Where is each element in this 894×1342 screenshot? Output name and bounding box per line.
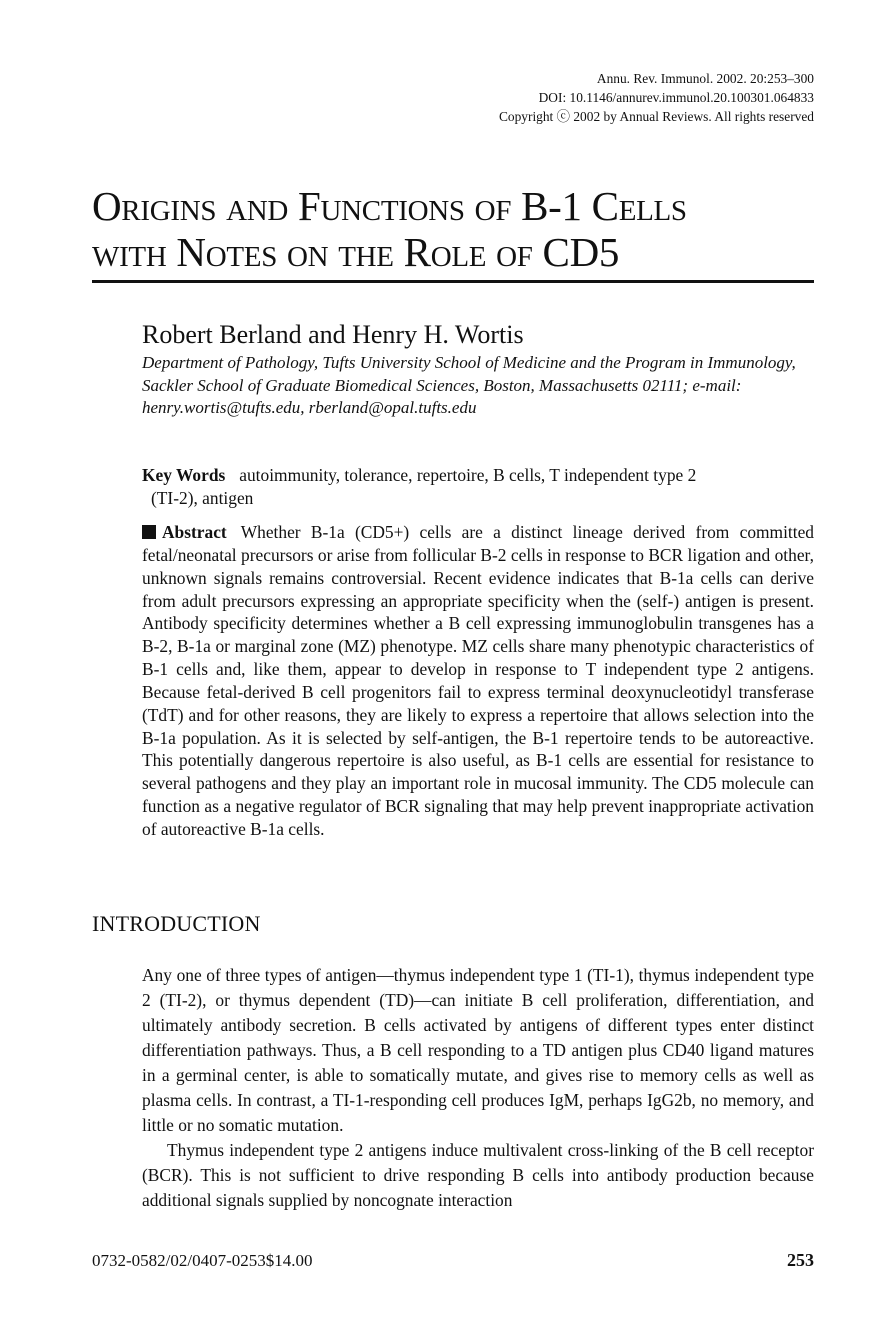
- abstract: [142, 521, 814, 841]
- title-line-2: with Notes on the Role of CD5: [92, 229, 620, 275]
- title-line-1: Origins and Functions of B-1 Cells: [92, 183, 687, 229]
- abstract-text: Whether B-1a (CD5+) cells are a distinct lineage derived from committed fetal/neonatal precursors or arise from follicular B-2 cells in response to BCR ligation and other, unknown signals remains controversial. Recent evidence indicates that B-1a cells can derive from adult precursors expressing an appropriate specificity when the (self-) antigen is present. Antibody specificity determines whether a B cell expressing immunoglobulin transgenes has a B-2, B-1a or marginal zone (MZ) phenotype. MZ cells share many phenotypic characteristics of B-1 cells and, like them, appear to develop in response to T independent type 2 antigens. Because fetal-derived B cell progenitors fail to express terminal deoxynucleotidyl transferase (TdT) and for other reasons, they are likely to express a repertoire that allows selection into the B-1a population. As it is selected by self-antigen, the B-1 repertoire tends to be autoreactive. This potentially dangerous repertoire is also useful, as B-1 cells are essential for resistance to several pathogens and they play an important role in mucosal immunity. The CD5 molecule can function as a negative regulator of BCR signaling that may help prevent inappropriate activation of autoreactive B-1a cells.: [142, 522, 814, 839]
- keywords-text-line-1: autoimmunity, tolerance, repertoire, B cells, T independent type 2: [239, 465, 697, 485]
- article-title: [92, 183, 814, 275]
- intro-paragraph-1: Any one of three types of antigen—thymus independent type 1 (TI-1), thymus independent type 2 (TI-2), or thymus dependent (TD)—can initiate B cell proliferation, differentiation, and ultimately antibody secretion. B cells activated by antigens of different types enter distinct differentiation pathways. Thus, a B cell responding to a TD antigen plus CD40 ligand matures in a germinal center, is able to somatically mutate, and gives rise to memory cells as well as plasma cells. In contrast, a TI-1-responding cell produces IgM, perhaps IgG2b, no memory, and little or no somatic mutation.: [142, 965, 814, 1135]
- introduction-body: [142, 963, 814, 1213]
- authors: Robert Berland and Henry H. Wortis: [142, 320, 524, 349]
- footer-code: 0732-0582/02/0407-0253$14.00: [92, 1251, 313, 1270]
- intro-paragraph-2: Thymus independent type 2 antigens induce multivalent cross-linking of the B cell receptor (BCR). This is not sufficient to drive responding B cells into antibody production because additional signals supplied by noncognate interaction: [142, 1140, 814, 1210]
- section-heading-introduction: INTRODUCTION: [92, 911, 261, 936]
- doi: DOI: 10.1146/annurev.immunol.20.100301.064833: [538, 90, 814, 105]
- keywords-label: Key Words: [142, 465, 226, 485]
- affiliation: Department of Pathology, Tufts University School of Medicine and the Program in Immunology, Sackler School of Graduate Biomedical Sciences, Boston, Massachusetts 02111; e-mail: henry.wortis@tufts.edu, rberland@opal.tufts.edu: [142, 353, 796, 417]
- copyright: Copyright ⓒ 2002 by Annual Reviews. All rights reserved: [498, 109, 814, 124]
- journal-header: [499, 69, 814, 126]
- journal-citation: Annu. Rev. Immunol. 2002. 20:253–300: [596, 71, 814, 86]
- keywords-text-line-2: (TI-2), antigen: [151, 487, 254, 508]
- keywords: [142, 464, 814, 509]
- abstract-label: Abstract: [162, 522, 227, 542]
- page-number: 253: [787, 1250, 814, 1270]
- title-divider: [92, 280, 814, 283]
- abstract-bullet-icon: [142, 525, 156, 539]
